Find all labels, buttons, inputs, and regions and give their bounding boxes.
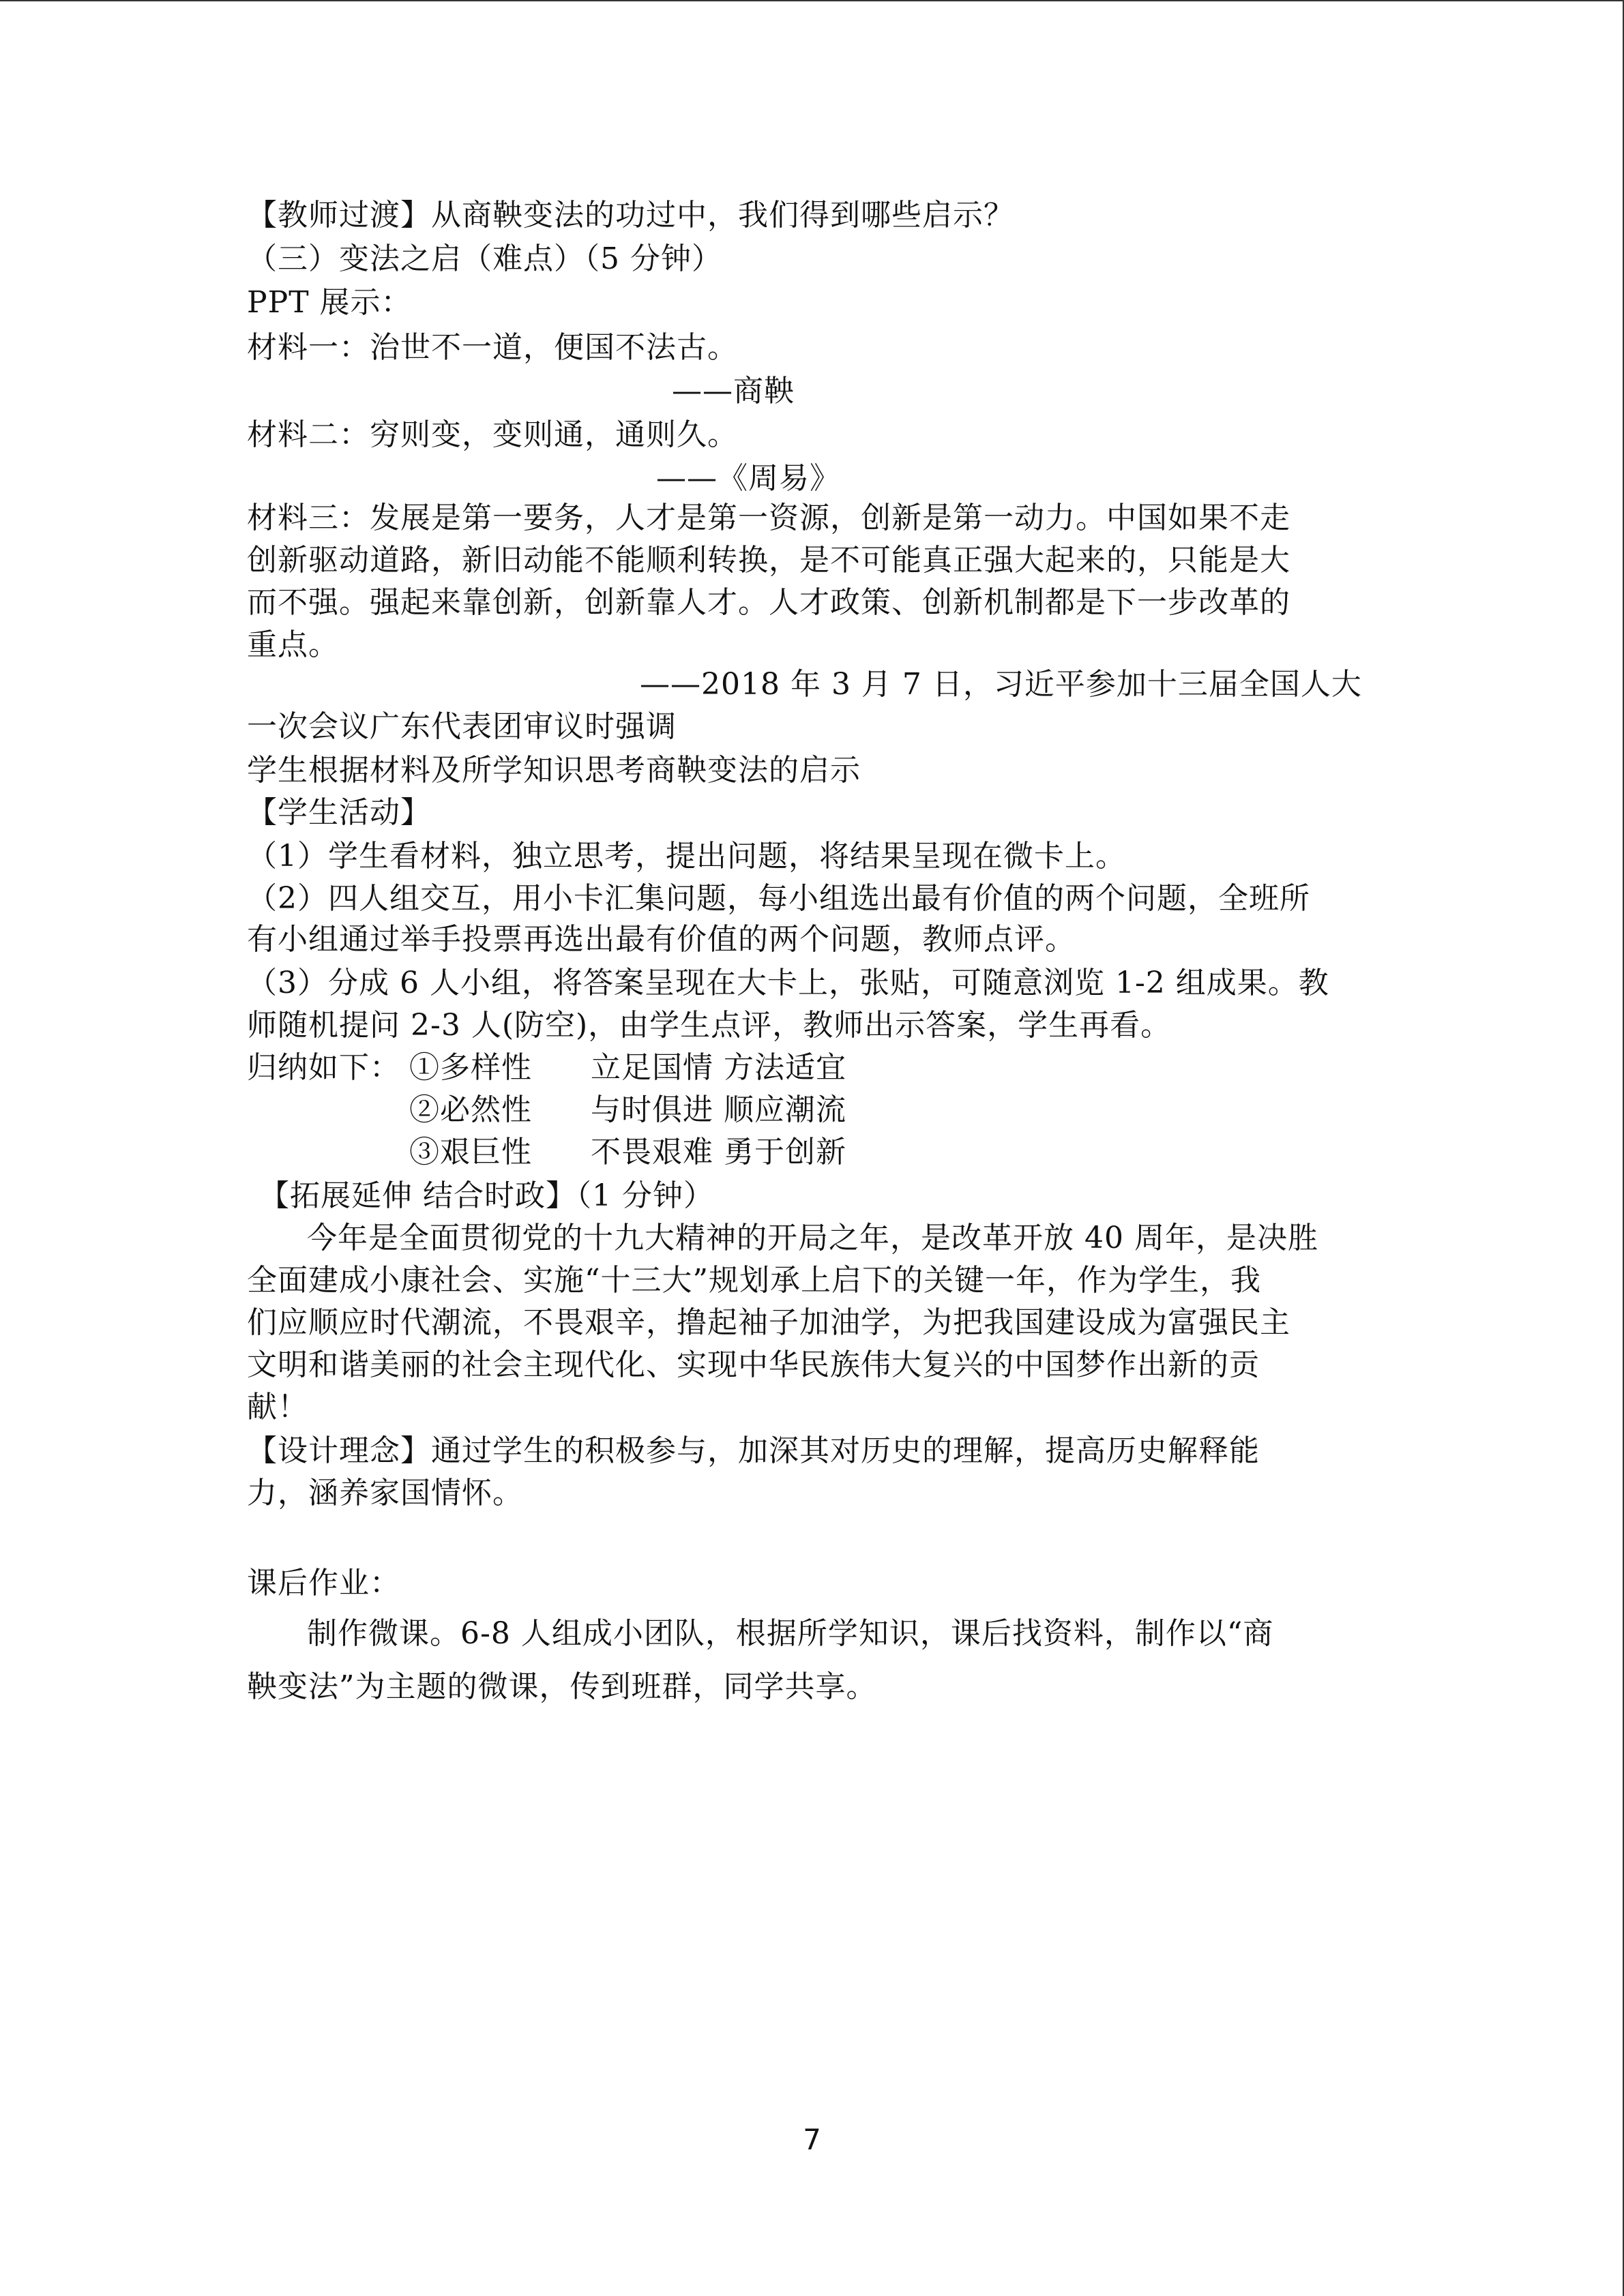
summary-desc: 立足国情 方法适宜 — [591, 1050, 846, 1085]
summary-item: ②必然性 — [409, 1092, 532, 1127]
design-concept: 力，涵养家国情怀。 — [247, 1476, 523, 1510]
ppt-label: PPT 展示： — [247, 285, 412, 320]
extension-paragraph: 文明和谐美丽的社会主现代化、实现中华民族伟大复兴的中国梦作出新的贡 — [247, 1347, 1260, 1382]
material-two-source: ——《周易》 — [656, 461, 840, 496]
teacher-transition: 【教师过渡】从商鞅变法的功过中，我们得到哪些启示？ — [247, 198, 1014, 233]
summary-desc: 不畏艰难 勇于创新 — [591, 1135, 846, 1169]
activity-step-2: 有小组通过举手投票再选出最有价值的两个问题，教师点评。 — [247, 922, 1076, 957]
activity-step-3: 师随机提问 2-3 人(防空)，由学生点评，教师出示答案，学生再看。 — [247, 1008, 1172, 1043]
material-three-line: 材料三：发展是第一要务，人才是第一资源，创新是第一动力。中国如果不走 — [247, 501, 1290, 535]
material-three-source: ——2018 年 3 月 7 日，习近平参加十三届全国人大 — [640, 667, 1362, 702]
summary-item: ③艰巨性 — [409, 1135, 532, 1169]
material-one-source: ——商鞅 — [672, 374, 795, 408]
extension-heading: 【拓展延伸 结合时政】（1 分钟） — [259, 1178, 714, 1213]
activity-step-2: （2）四人组交互，用小卡汇集问题，每小组选出最有价值的两个问题，全班所 — [247, 881, 1310, 916]
page-number: 7 — [803, 2123, 821, 2156]
extension-paragraph: 今年是全面贯彻党的十九大精神的开局之年，是改革开放 40 周年，是决胜 — [307, 1221, 1318, 1255]
summary-item: ①多样性 — [409, 1050, 532, 1085]
material-three-source: 一次会议广东代表团审议时强调 — [247, 709, 677, 744]
page-border-top — [0, 0, 1624, 1]
student-task: 学生根据材料及所学知识思考商鞅变法的启示 — [247, 753, 861, 788]
extension-paragraph: 献！ — [247, 1390, 308, 1425]
material-three-line: 而不强。强起来靠创新，创新靠人才。人才政策、创新机制都是下一步改革的 — [247, 585, 1290, 620]
activity-step-3: （3）分成 6 人小组，将答案呈现在大卡上，张贴，可随意浏览 1-2 组成果。教 — [247, 966, 1329, 1000]
material-one: 材料一：治世不一道，便国不法古。 — [247, 330, 738, 365]
student-activity-heading: 【学生活动】 — [247, 795, 431, 830]
extension-paragraph: 们应顺应时代潮流，不畏艰辛，撸起袖子加油学，为把我国建设成为富强民主 — [247, 1305, 1290, 1340]
design-concept: 【设计理念】通过学生的积极参与，加深其对历史的理解，提高历史解释能 — [247, 1433, 1260, 1468]
activity-step-1: （1）学生看材料，独立思考，提出问题，将结果呈现在微卡上。 — [247, 839, 1126, 874]
material-two: 材料二：穷则变，变则通，通则久。 — [247, 417, 738, 452]
homework-heading: 课后作业： — [247, 1566, 400, 1600]
section-heading: （三）变法之启（难点）（5 分钟） — [247, 241, 722, 276]
summary-lead: 归纳如下： — [247, 1050, 400, 1085]
homework-paragraph: 鞅变法”为主题的微课，传到班群，同学共享。 — [247, 1669, 877, 1704]
homework-paragraph: 制作微课。6-8 人组成小团队，根据所学知识，课后找资料，制作以“商 — [307, 1616, 1274, 1651]
extension-paragraph: 全面建成小康社会、实施“十三大”规划承上启下的关键一年，作为学生，我 — [247, 1263, 1261, 1298]
material-three-line: 重点。 — [247, 627, 339, 662]
summary-desc: 与时俱进 顺应潮流 — [591, 1092, 846, 1127]
material-three-line: 创新驱动道路，新旧动能不能顺利转换，是不可能真正强大起来的，只能是大 — [247, 543, 1290, 578]
